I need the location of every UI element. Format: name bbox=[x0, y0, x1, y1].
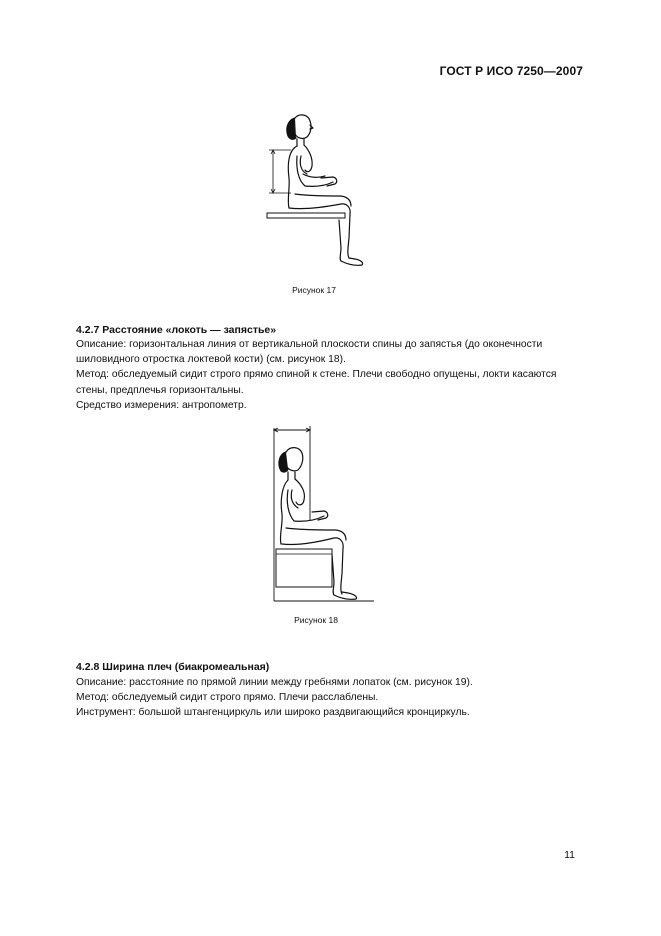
figure-18-illustration bbox=[262, 424, 377, 606]
section-4-2-8-title: 4.2.8 Ширина плеч (биакромеальная) bbox=[76, 661, 270, 673]
section-4-2-7-line: шиловидного отростка локтевой кости) (см. рисунок 18). bbox=[76, 354, 346, 366]
section-4-2-7-title: 4.2.7 Расстояние «локоть — запястье» bbox=[76, 324, 277, 336]
section-4-2-7-body bbox=[76, 337, 586, 413]
figure-18-caption: Рисунок 18 bbox=[294, 615, 338, 625]
section-4-2-8-line: Метод: обследуемый сидит строго прямо. Плечи расслаблены. bbox=[76, 692, 379, 704]
section-4-2-7-line: Метод: обследуемый сидит строго прямо спиной к стене. Плечи свободно опущены, локти касаются bbox=[76, 369, 557, 381]
section-4-2-8-line: Инструмент: большой штангенциркуль или широко раздвигающийся кронциркуль. bbox=[76, 707, 470, 719]
figure-17-caption: Рисунок 17 bbox=[292, 285, 336, 295]
section-4-2-8-line: Описание: расстояние по прямой линии между гребнями лопаток (см. рисунок 19). bbox=[76, 677, 473, 688]
page-number: 11 bbox=[564, 849, 575, 861]
figure-17-illustration bbox=[255, 108, 370, 273]
section-4-2-7-line: стены, предплечья горизонтальны. bbox=[76, 384, 244, 396]
section-4-2-7-line: Описание: горизонтальная линия от вертикальной плоскости спины до запястья (до оконечности bbox=[76, 339, 543, 350]
document-header: ГОСТ Р ИСО 7250—2007 bbox=[439, 64, 583, 78]
section-4-2-8-body bbox=[76, 675, 586, 721]
section-4-2-7-line: Средство измерения: антропометр. bbox=[76, 399, 247, 411]
